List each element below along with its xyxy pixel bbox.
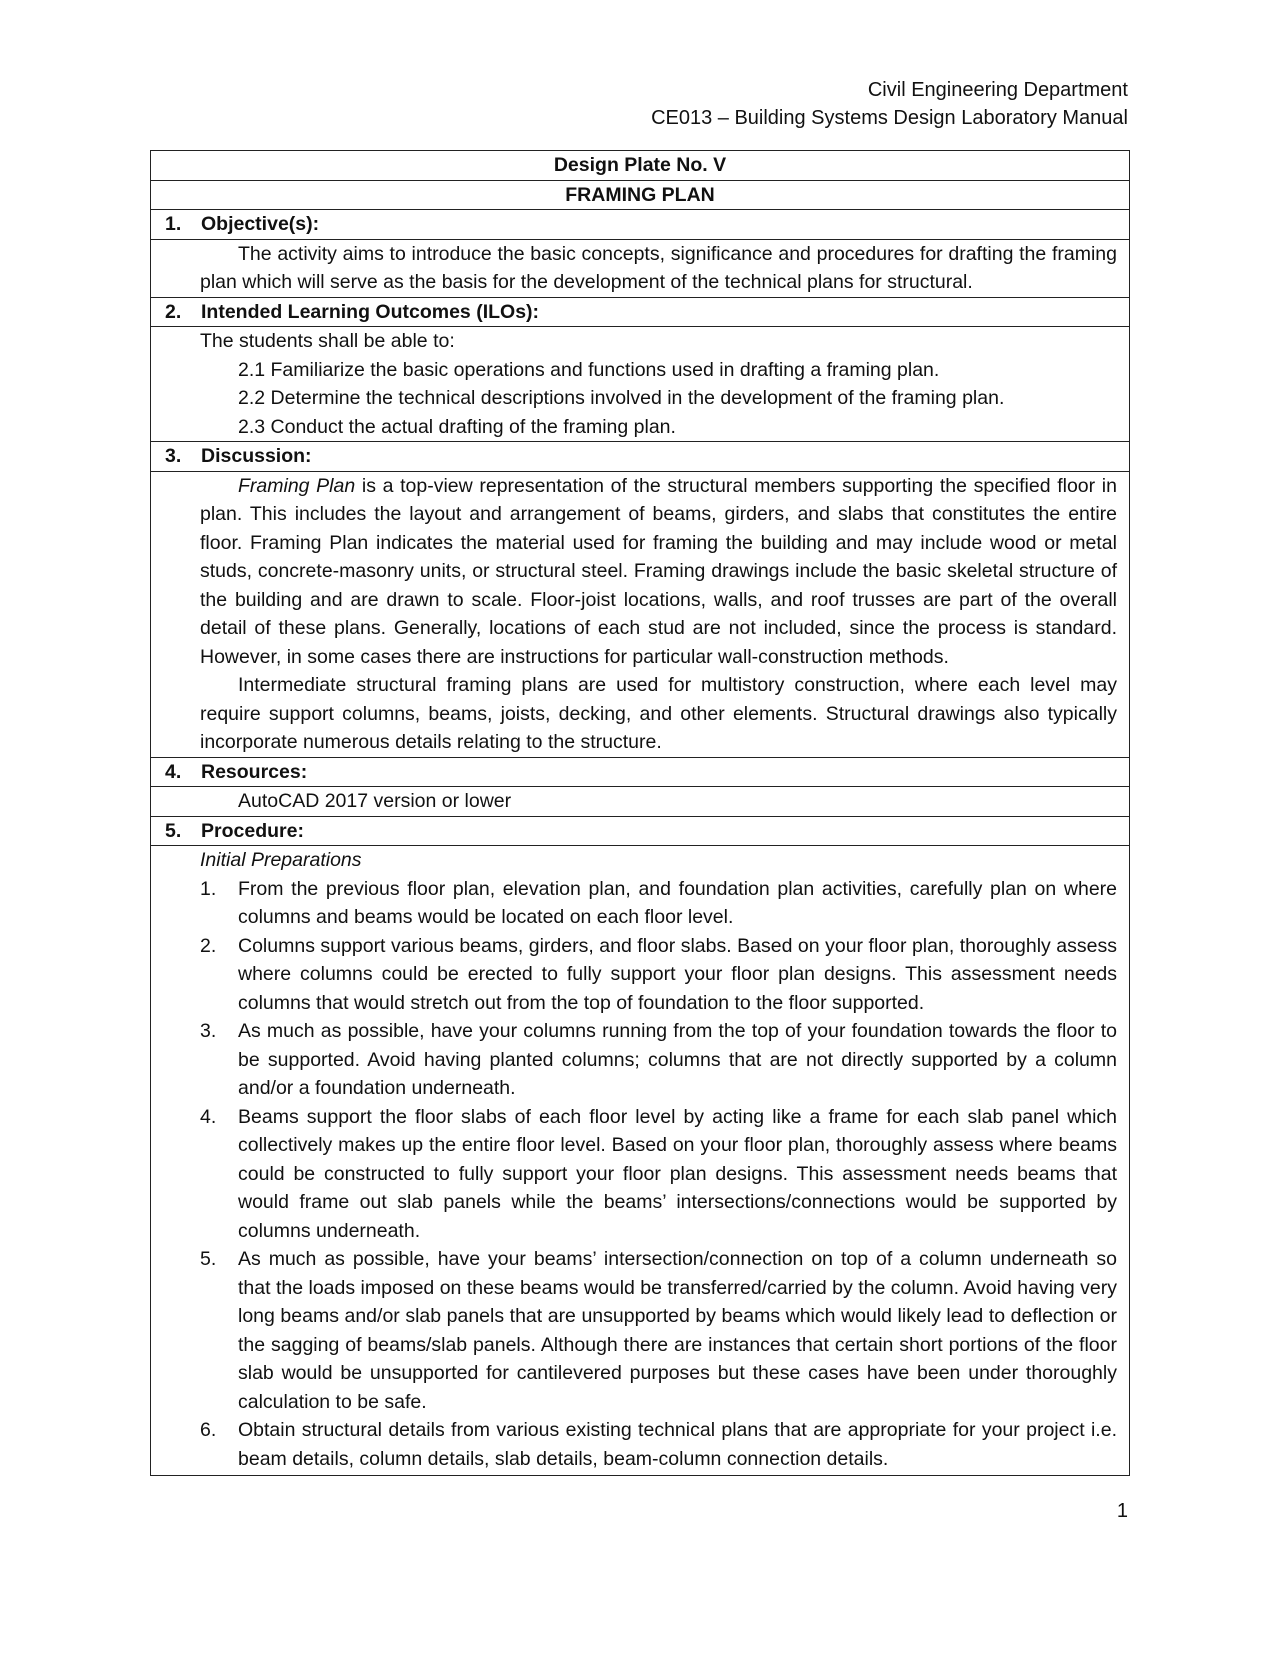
section-title: Procedure: [201,819,304,842]
section-heading-resources [151,758,1129,788]
step-text: Obtain structural details from various existing technical plans that are appropriate for your project i.e. beam details, column details, slab details, beam-column connection details. [238,1419,1117,1470]
discussion-paragraph-2: Intermediate structural framing plans are used for multistory construction, where each level may require support columns, beams, joists, decking, and other elements. Structural drawings also typically incorporate numerous details relating to the structure. [200,674,1117,753]
section-heading-objectives [151,210,1129,240]
ilo-item: 2.3 Conduct the actual drafting of the framing plan. [238,415,676,438]
step-text: As much as possible, have your beams’ intersection/connection on top of a column underneath so that the loads imposed on these beams would be transferred/carried by the column. Avoid having very long beams and/or slab panels that are unsupported by beams which would likely lead to deflection or the sagging of beams/slab panels. Although there are instances that certain short portions of the floor slab would be unsupported for cantilevered purposes but these cases have been under thoroughly calculation to be safe. [238,1248,1117,1413]
ilos-content [151,327,1129,442]
section-title: Resources: [201,760,308,783]
resources-content [151,787,1129,817]
section-heading-ilos [151,298,1129,328]
section-number: 2. [165,300,182,323]
procedure-step [200,1416,1117,1473]
procedure-content [151,846,1129,1475]
framing-plan-term: Framing Plan [238,474,356,497]
section-title: Objective(s): [201,213,320,235]
procedure-step [200,1103,1117,1246]
plate-title: FRAMING PLAN [151,181,1129,211]
step-text: As much as possible, have your columns running from the top of your foundation towards the floor to be supported. Avoid having planted columns; columns that are not directly supported by a column and/or a foundation underneath. [238,1020,1117,1099]
section-heading-procedure [151,817,1129,847]
section-heading-discussion [151,442,1129,472]
step-number: 2. [200,934,217,957]
section-number: 5. [165,819,182,842]
procedure-subheading: Initial Preparations [200,849,362,871]
procedure-step [200,1245,1117,1416]
step-number: 1. [200,877,217,900]
procedure-step [200,1017,1117,1103]
resources-text: AutoCAD 2017 version or lower [238,790,512,812]
objectives-text: The activity aims to introduce the basic concepts, significance and procedures for drafting the framing plan which will serve as the basis for the development of the technical plans for structural. [200,242,1117,293]
discussion-paragraph-1-text: is a top-view representation of the structural members supporting the specified floor in plan. This includes the layout and arrangement of beams, girders, and slabs that constitutes the entire floor. Framing Plan indicates the material used for framing the building and may include wood or metal studs, concrete-masonry units, or structural steel. Framing drawings include the basic skeletal structure of the building and are drawn to scale. Floor-joist locations, walls, and roof trusses are part of the overall detail of these plans. Generally, locations of each stud are not included, since the process is standard. However, in some cases there are instructions for particular wall-construction methods. [200,474,1117,668]
design-plate-table [150,150,1130,1476]
objectives-content [151,240,1129,298]
section-number: 3. [165,445,182,467]
section-number: 1. [165,213,182,235]
procedure-steps [200,875,1117,1476]
department-name: Civil Engineering Department [867,79,1128,101]
procedure-step [200,932,1117,1018]
manual-title: CE013 – Building Systems Design Laboratory Manual [651,107,1128,129]
step-number: 4. [200,1105,217,1128]
section-title: Intended Learning Outcomes (ILOs): [201,300,540,323]
step-number: 6. [200,1419,217,1441]
plate-number: Design Plate No. V [151,151,1129,181]
ilos-intro: The students shall be able to: [200,330,455,352]
section-number: 4. [165,760,182,783]
step-text: From the previous floor plan, elevation plan, and foundation plan activities, carefully plan on where columns and beams would be located on each floor level. [238,877,1117,928]
ilo-item: 2.1 Familiarize the basic operations and functions used in drafting a framing plan. [238,358,940,381]
ilo-item: 2.2 Determine the technical descriptions involved in the development of the framing plan. [238,387,1005,409]
procedure-step [200,875,1117,932]
step-text: Columns support various beams, girders, and floor slabs. Based on your floor plan, thoroughly assess where columns could be erected to fully support your floor plan designs. This assessment needs columns that would stretch out from the top of foundation to the floor supported. [238,934,1117,1014]
discussion-content [151,472,1129,758]
page-number: 1 [1116,1500,1128,1522]
section-title: Discussion: [201,445,312,467]
step-text: Beams support the floor slabs of each floor level by acting like a frame for each slab panel which collectively makes up the entire floor level. Based on your floor plan, thoroughly assess where beams could be constructed to fully support your floor plan designs. This assessment needs beams that would frame out slab panels while the beams’ intersections/connections would be supported by columns underneath. [238,1105,1117,1242]
discussion-paragraph-1 [200,472,1117,672]
step-number: 5. [200,1248,217,1270]
step-number: 3. [200,1020,217,1042]
page-header [651,76,1128,132]
